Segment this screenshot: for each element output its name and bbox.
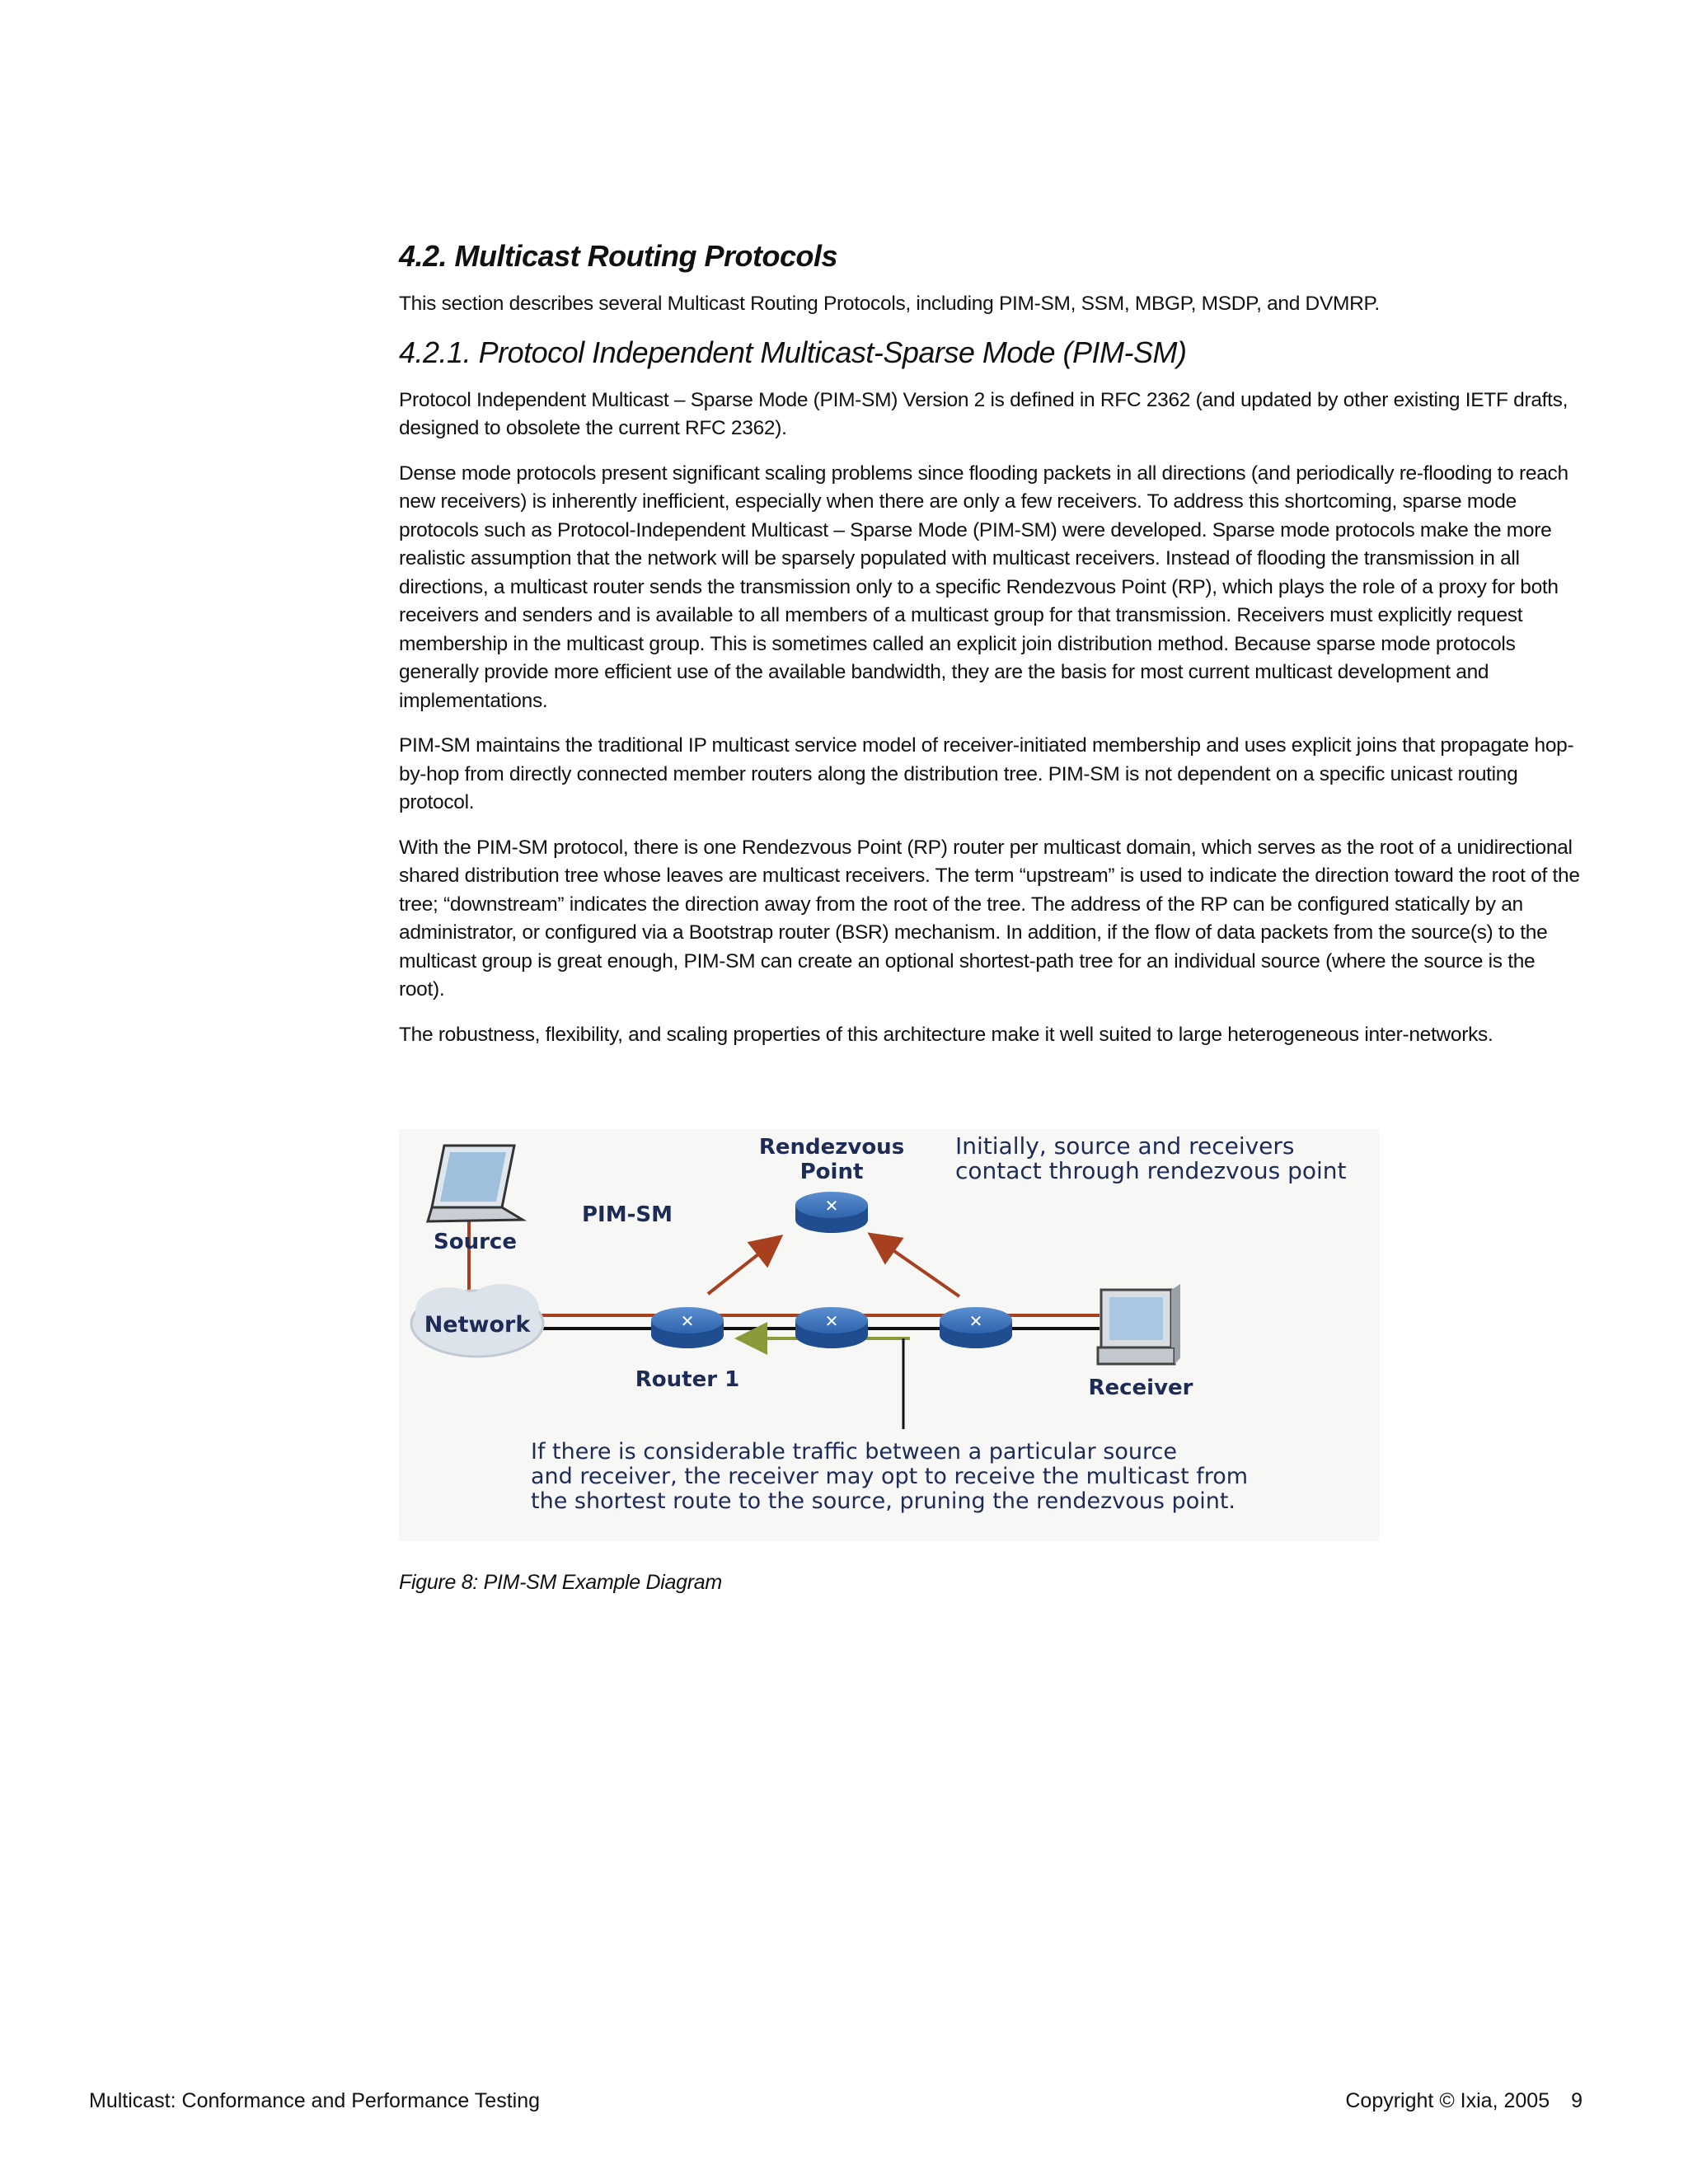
rp-label-1: Rendezvous	[758, 1135, 905, 1160]
source-label: Source	[434, 1230, 517, 1254]
paragraph-3: PIM-SM maintains the traditional IP multicast service model of receiver-initiated membership and uses explicit joins that propagate hop-by-hop from directly connected member routers along the distribution tree. PIM-SM is not dependent on a specific unicast routing protocol.	[399, 734, 1574, 813]
svg-text:✕: ✕	[824, 1196, 839, 1216]
section-heading: 4.2. Multicast Routing Protocols	[399, 239, 838, 273]
svg-text:✕: ✕	[824, 1311, 839, 1331]
rendezvous-router-icon	[795, 1192, 868, 1233]
router-icon	[795, 1307, 868, 1348]
subsection-heading: 4.2.1. Protocol Independent Multicast-Sparse Mode (PIM-SM)	[399, 335, 1187, 369]
paragraph-5: The robustness, flexibility, and scaling properties of this architecture make it well suited to large heterogeneous inter-networks.	[399, 1023, 1493, 1046]
network-label: Network	[424, 1312, 531, 1338]
page-content	[399, 239, 1586, 1066]
paragraph-2: Dense mode protocols present significant scaling problems since flooding packets in all directions (and periodically re-flooding to reach new receivers) is inherently inefficient, especially when there are only a few receivers. To address this shortcoming, sparse mode protocols such as Protocol-Independent Multicast – Sparse Mode (PIM-SM) were developed. Sparse mode protocols make the more realistic assumption that the network will be sparsely populated with multicast receivers. Instead of flooding the transmission in all directions, a multicast router sends the transmission only to a specific Rendezvous Point (RP), which plays the role of a proxy for both receivers and senders and is available to all members of a multicast group for that transmission. Receivers must explicitly request membership in the multicast group. This is sometimes called an explicit join distribution method. Because sparse mode protocols generally provide more efficient use of the available bandwidth, they are the basis for most current multicast development and implementations.	[399, 462, 1568, 712]
footer-right	[1345, 2089, 1582, 2113]
paragraph-1: Protocol Independent Multicast – Sparse Mode (PIM-SM) Version 2 is defined in RFC 2362 (and updated by other existing IETF drafts, designed to obsolete the current RFC 2362).	[399, 388, 1568, 439]
footer-title: Multicast: Conformance and Performance Testing	[89, 2089, 541, 2112]
footer-copyright: Copyright © Ixia, 2005	[1345, 2089, 1550, 2112]
svg-text:✕: ✕	[968, 1311, 983, 1331]
note-line-1: Initially, source and receivers	[955, 1132, 1295, 1160]
page-number: 9	[1571, 2089, 1582, 2112]
router-icon	[940, 1307, 1012, 1348]
computer-icon	[1098, 1284, 1180, 1364]
section-intro: This section describes several Multicast Routing Protocols, including PIM-SM, SSM, MBGP, MSDP, and DVMRP.	[399, 293, 1380, 315]
paragraph-4: With the PIM-SM protocol, there is one Rendezvous Point (RP) router per multicast domain, which serves as the root of a unidirectional shared distribution tree whose leaves are multicast receivers. The term “upstream” is used to indicate the direction toward the root of the tree; “downstream” indicates the direction away from the root of the tree. The address of the RP can be configured statically by an administrator, or configured via a Bootstrap router (BSR) mechanism. In addition, if the flow of data packets from the source(s) to the multicast group is great enough, PIM-SM can create an optional shortest-path tree for an individual source (where the source is the root).	[399, 836, 1580, 1001]
figure-caption: Figure 8: PIM-SM Example Diagram	[399, 1571, 722, 1594]
pim-sm-diagram	[399, 1129, 1380, 1541]
router1-label: Router 1	[635, 1367, 740, 1392]
router-icon	[651, 1307, 724, 1348]
rp-label-2: Point	[799, 1160, 864, 1184]
bottom-note-3: the shortest route to the source, pruning the rendezvous point.	[531, 1488, 1236, 1514]
svg-text:✕: ✕	[680, 1311, 695, 1331]
receiver-label: Receiver	[1088, 1376, 1193, 1400]
bottom-note-2: and receiver, the receiver may opt to receive the multicast from	[531, 1464, 1249, 1489]
pim-sm-label: PIM-SM	[582, 1202, 673, 1227]
laptop-icon	[428, 1146, 523, 1221]
note-line-2: contact through rendezvous point	[955, 1157, 1347, 1184]
bottom-note-1: If there is considerable traffic between a particular source	[531, 1439, 1177, 1465]
